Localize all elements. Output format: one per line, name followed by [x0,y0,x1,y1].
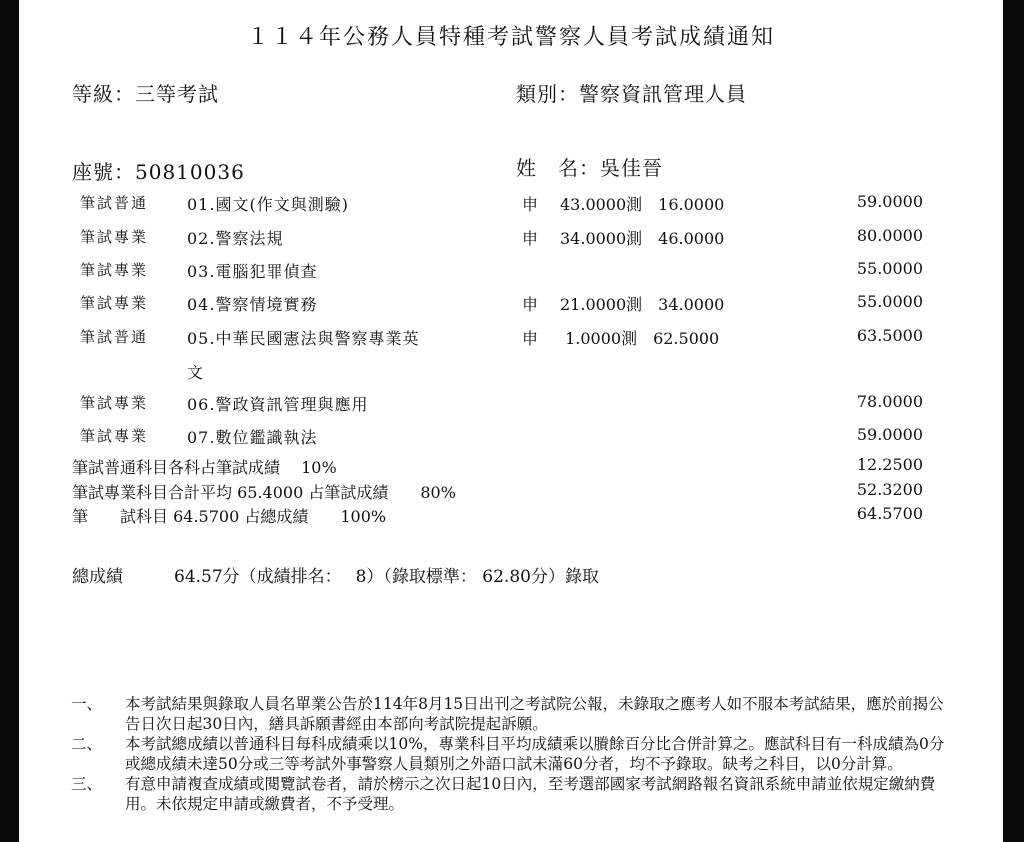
note-item [71,774,951,814]
subject-type: 筆試專業 [80,228,149,246]
summary-value: 64.5700 [856,504,923,523]
note-number: 三、 [71,775,103,793]
subject-total: 63.5000 [856,326,923,345]
note-text: 本考試總成績以普通科目每科成績乘以10%，專業科目平均成績乘以賸餘百分比合併計算之。應試科目有一科成績為0分或總成績未達50分或三等考試外事警察人員類別之外語口試未滿60分者，均不予錄取。缺考之科目，以0分計算。 [125,735,945,773]
subject-type: 筆試專業 [80,261,149,279]
score-notice-page [19,0,1003,842]
subject-name: 02.警察法規 [187,229,284,248]
seat-number: 座號：50810036 [72,160,245,184]
subject-total: 55.0000 [856,259,923,278]
subject-type: 筆試專業 [80,294,149,312]
subject-name: 文 [187,363,205,382]
exam-category: 類別：警察資訊管理人員 [516,82,747,106]
partial-scores: 21.0000測 34.0000 [560,295,725,314]
table-row [19,425,1003,453]
note-number: 一、 [71,695,103,713]
subject-name: 06.警政資訊管理與應用 [187,395,369,414]
table-row [19,259,1003,287]
subject-total: 55.0000 [856,292,923,311]
summary-label: 筆試專業科目合計平均 65.4000 占筆試成績 80% [72,483,456,502]
note-text: 有意申請複查成績或閱覽試卷者，請於榜示之次日起10日內，至考選部國家考試網路報名資訊系統申請並依規定繳納費用。未依規定申請或繳費者，不予受理。 [125,775,936,813]
candidate-name: 姓 名：吳佳晉 [516,156,663,180]
note-item [71,694,951,734]
subject-type: 筆試普通 [80,194,149,212]
essay-mark: 申 [522,295,539,314]
notice-title: １１４年公務人員特種考試警察人員考試成績通知 [246,25,775,50]
table-row [19,226,1003,254]
partial-scores: 34.0000測 46.0000 [560,229,725,248]
subject-total: 78.0000 [856,392,923,411]
subject-name: 04.警察情境實務 [187,295,318,314]
table-row [19,392,1003,420]
subject-total: 59.0000 [856,192,923,211]
subject-name: 01.國文(作文與測驗) [187,195,349,214]
essay-mark: 申 [522,229,539,248]
essay-mark: 申 [522,195,539,214]
partial-scores: 1.0000測 62.5000 [560,329,720,348]
subject-name: 03.電腦犯罪偵查 [187,262,318,281]
table-row [19,192,1003,220]
note-number: 二、 [71,735,103,753]
subject-type: 筆試普通 [80,328,149,346]
summary-label: 筆試普通科目各科占筆試成績 10% [72,458,337,477]
summary-label: 筆 試科目 64.5700 占總成績 100% [72,507,387,526]
notes-section [71,694,951,814]
essay-mark: 申 [522,329,539,348]
partial-scores: 43.0000測 16.0000 [560,195,725,214]
table-row [19,292,1003,320]
subject-name: 05.中華民國憲法與警察專業英 [187,329,420,348]
subject-type: 筆試專業 [80,427,149,445]
table-row [19,360,1003,388]
summary-value: 52.3200 [856,480,923,499]
summary-value: 12.2500 [856,455,923,474]
table-row [19,326,1003,354]
total-score-line: 總成績 64.57分（成績排名： 8）（錄取標準： 62.80分）錄取 [72,567,599,587]
subject-total: 59.0000 [856,425,923,444]
note-item [71,734,951,774]
note-text: 本考試結果與錄取人員名單業公告於114年8月15日出刊之考試院公報，未錄取之應考人如不服本考試結果，應於前揭公告日次日起30日內，繕具訴願書經由本部向考試院提起訴願。 [125,695,944,733]
subject-name: 07.數位鑑識執法 [187,428,318,447]
subject-type: 筆試專業 [80,394,149,412]
subject-total: 80.0000 [856,226,923,245]
exam-level: 等級：三等考試 [72,82,219,106]
